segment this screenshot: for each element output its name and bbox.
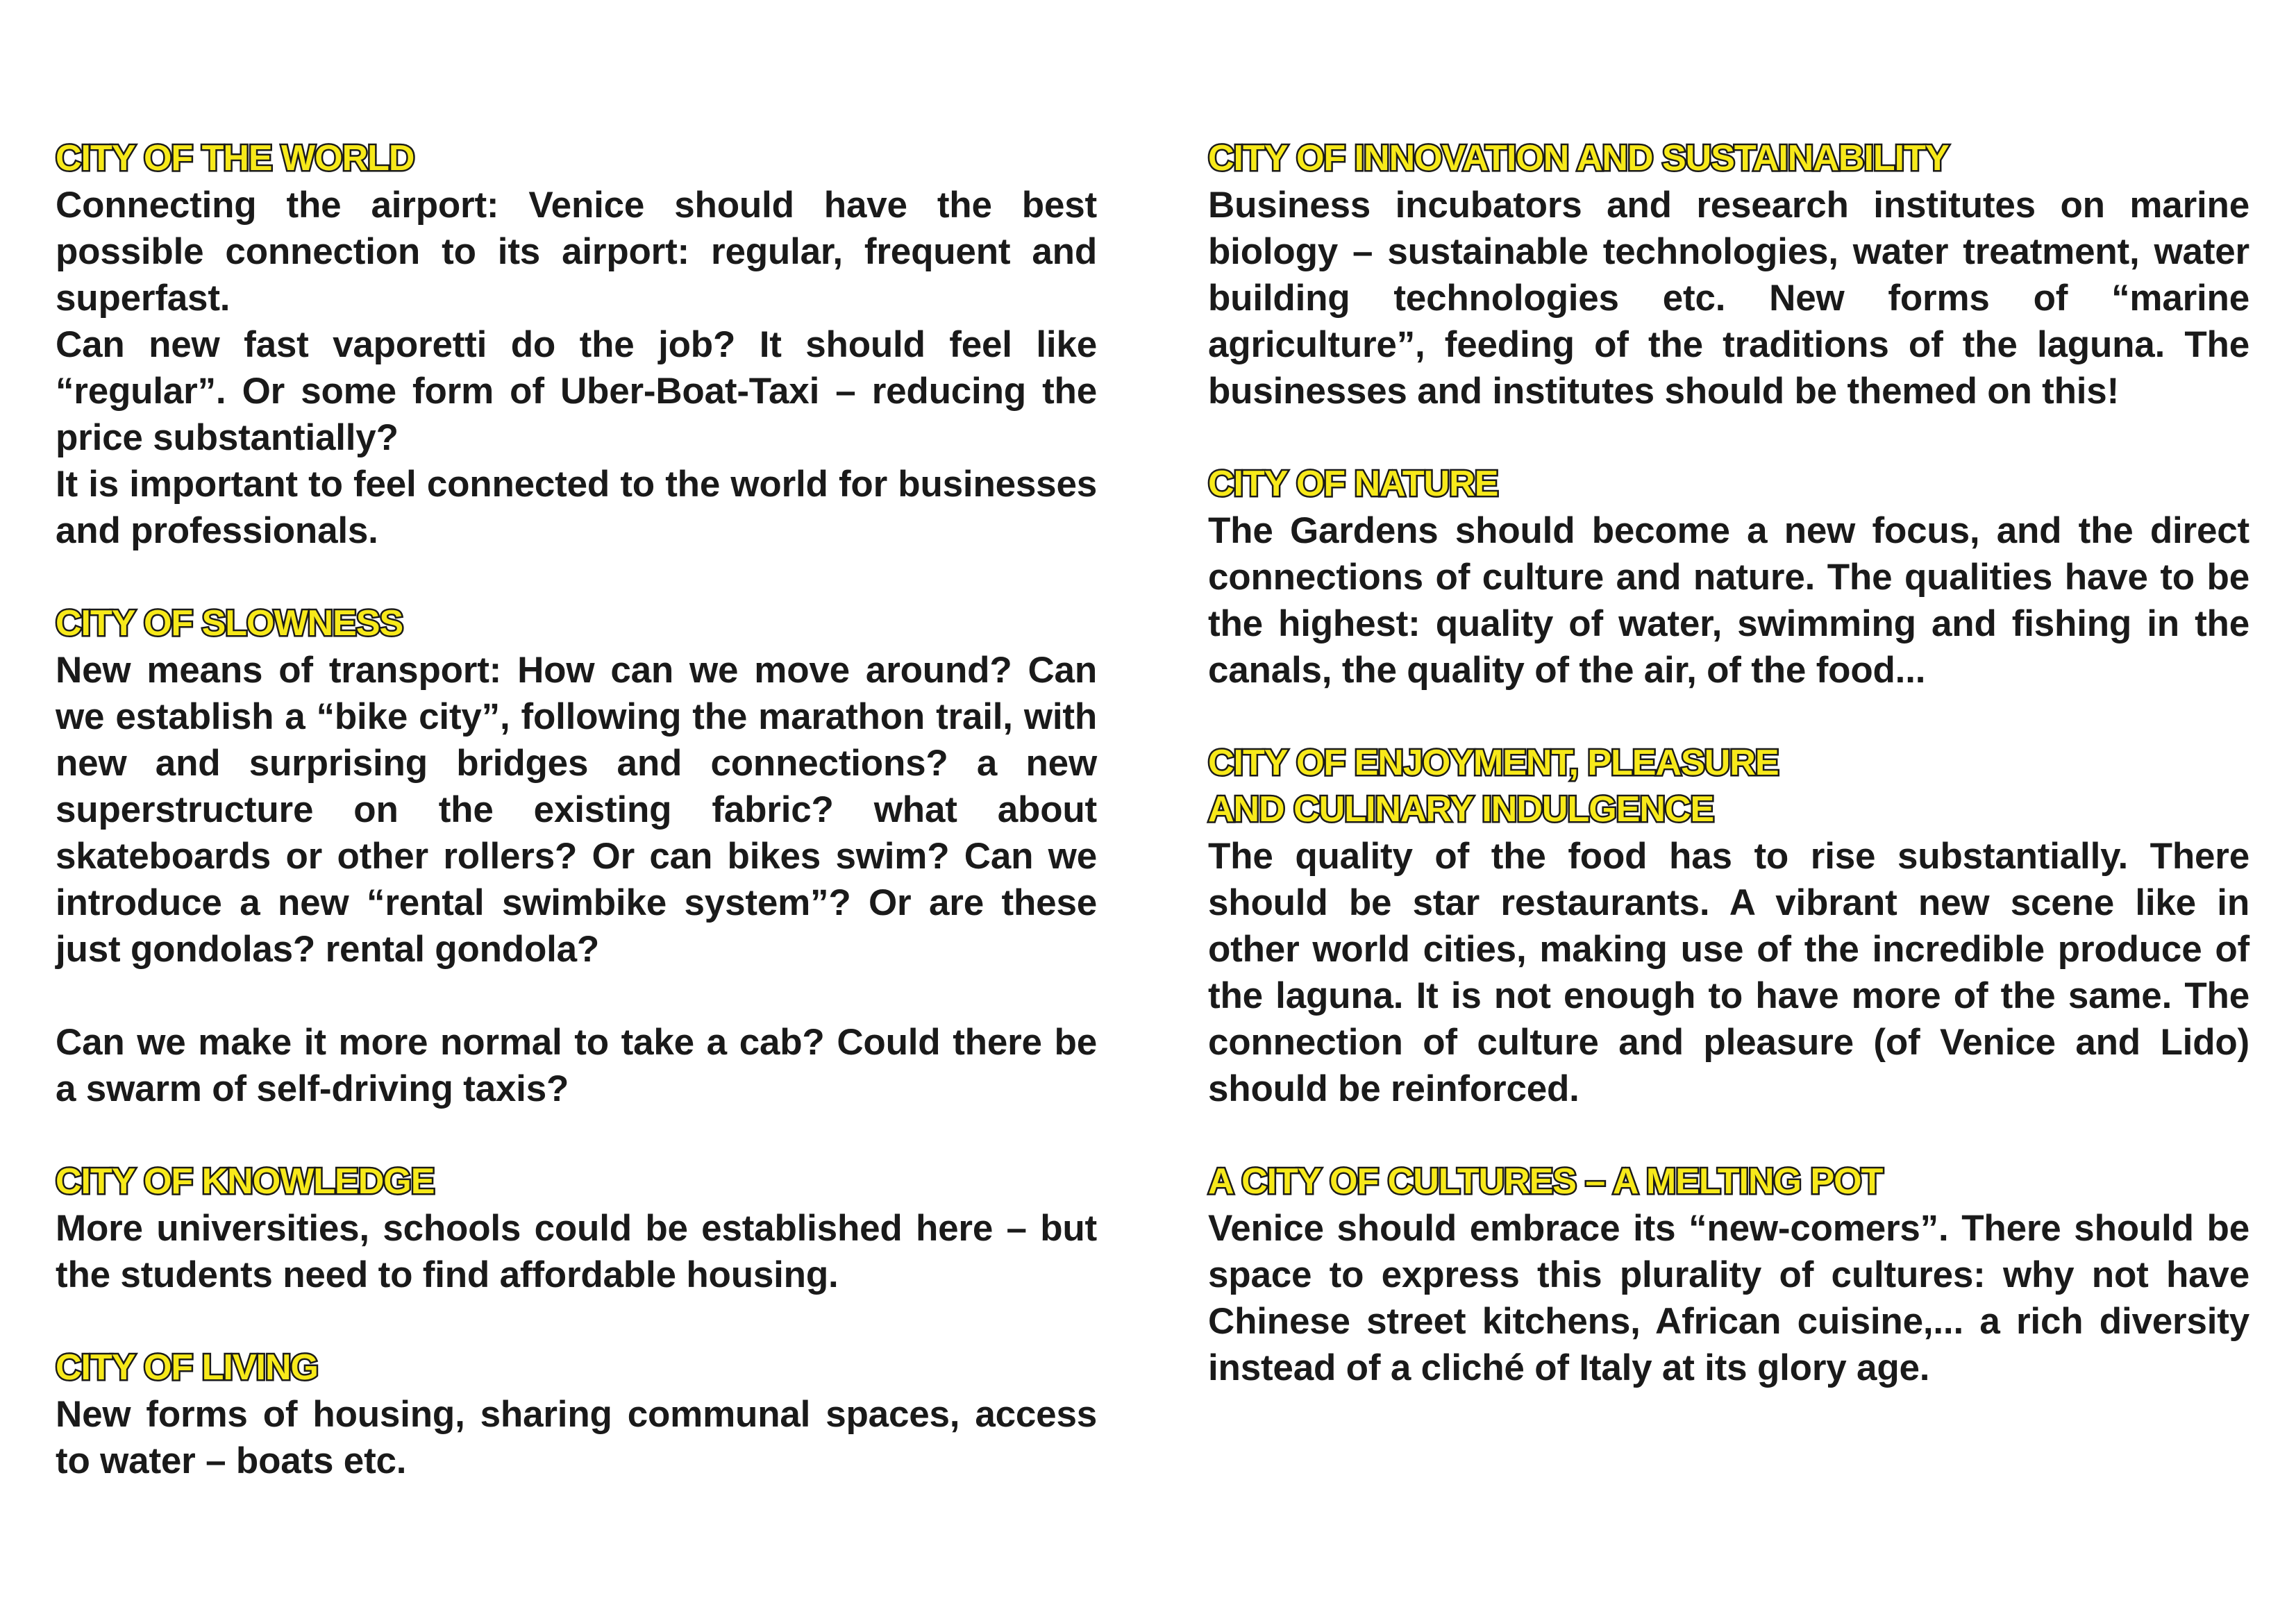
paragraph: Venice should embrace its “new-comers”. There should be space to express this plurality of cultures: why not have Chinese street kitchens, African cuisine,... a rich diversity instead of a cliché of Italy at its glory age. — [1208, 1208, 2249, 1388]
paragraph: The Gardens should become a new focus, and the direct connections of culture and nature. The qualities have to be the highest: quality of water, swimming and fishing in the canals, the quality of the air, of the food... — [1208, 510, 2249, 691]
section-heading — [56, 1345, 1097, 1391]
section-heading — [1208, 740, 2249, 833]
paragraph: It is important to feel connected to the world for businesses and professionals. — [56, 464, 1097, 551]
heading-line: CITY OF THE WORLD — [56, 138, 414, 178]
heading-line: CITY OF INNOVATION AND SUSTAINABILITY — [1208, 138, 1949, 178]
paragraph: The quality of the food has to rise substantially. There should be star restaurants. A vibrant new scene like in other world cities, making use of the incredible produce of the laguna. It is not enough to have more of the same. The connection of culture and pleasure (of Venice and Lido) should be reinforced. — [1208, 836, 2249, 1109]
section-heading — [1208, 135, 2249, 182]
left-column — [56, 135, 1097, 1531]
section-city-of-slowness — [56, 600, 1097, 1112]
section-city-of-knowledge — [56, 1159, 1097, 1298]
paragraph: New means of transport: How can we move around? Can we establish a “bike city”, following the marathon trail, with new and surprising bridges and connections? a new superstructure on the existing fabric? what about skateboards or other rollers? Or can bikes swim? Can we introduce a new “rental swimbike system”? Or are these just gondolas? rental gondola? — [56, 650, 1097, 970]
section-heading — [1208, 461, 2249, 507]
heading-line: CITY OF LIVING — [56, 1347, 318, 1388]
section-heading — [56, 600, 1097, 647]
section-city-of-cultures — [1208, 1159, 2249, 1391]
section-heading — [56, 135, 1097, 182]
section-heading — [1208, 1159, 2249, 1205]
right-column — [1208, 135, 2249, 1438]
paragraph: Can we make it more normal to take a cab? Could there be a swarm of self-driving taxis? — [56, 1022, 1097, 1109]
heading-line: CITY OF NATURE — [1208, 464, 1498, 504]
section-city-of-nature — [1208, 461, 2249, 693]
section-city-of-enjoyment — [1208, 740, 2249, 1112]
heading-line: CITY OF ENJOYMENT, PLEASURE — [1208, 743, 1779, 783]
heading-line: AND CULINARY INDULGENCE — [1208, 789, 1714, 830]
paragraph: New forms of housing, sharing communal spaces, access to water – boats etc. — [56, 1394, 1097, 1481]
section-city-of-innovation — [1208, 135, 2249, 414]
section-city-of-the-world — [56, 135, 1097, 554]
section-heading — [56, 1159, 1097, 1205]
paragraph-gap — [56, 973, 1097, 1019]
paragraph: Can new fast vaporetti do the job? It should feel like “regular”. Or some form of Uber-Boat-Taxi – reducing the price substantially? — [56, 324, 1097, 458]
paragraph: Business incubators and research institutes on marine biology – sustainable technologies, water treatment, water building technologies etc. New forms of “marine agriculture”, feeding of the traditions of the laguna. The businesses and institutes should be themed on this! — [1208, 185, 2249, 412]
heading-line: CITY OF KNOWLEDGE — [56, 1161, 435, 1202]
paragraph: Connecting the airport: Venice should have the best possible connection to its airport: regular, frequent and superfast. — [56, 185, 1097, 319]
section-city-of-living — [56, 1345, 1097, 1484]
paragraph: More universities, schools could be established here – but the students need to find affordable housing. — [56, 1208, 1097, 1295]
heading-line: A CITY OF CULTURES – A MELTING POT — [1208, 1161, 1883, 1202]
heading-line: CITY OF SLOWNESS — [56, 603, 403, 644]
